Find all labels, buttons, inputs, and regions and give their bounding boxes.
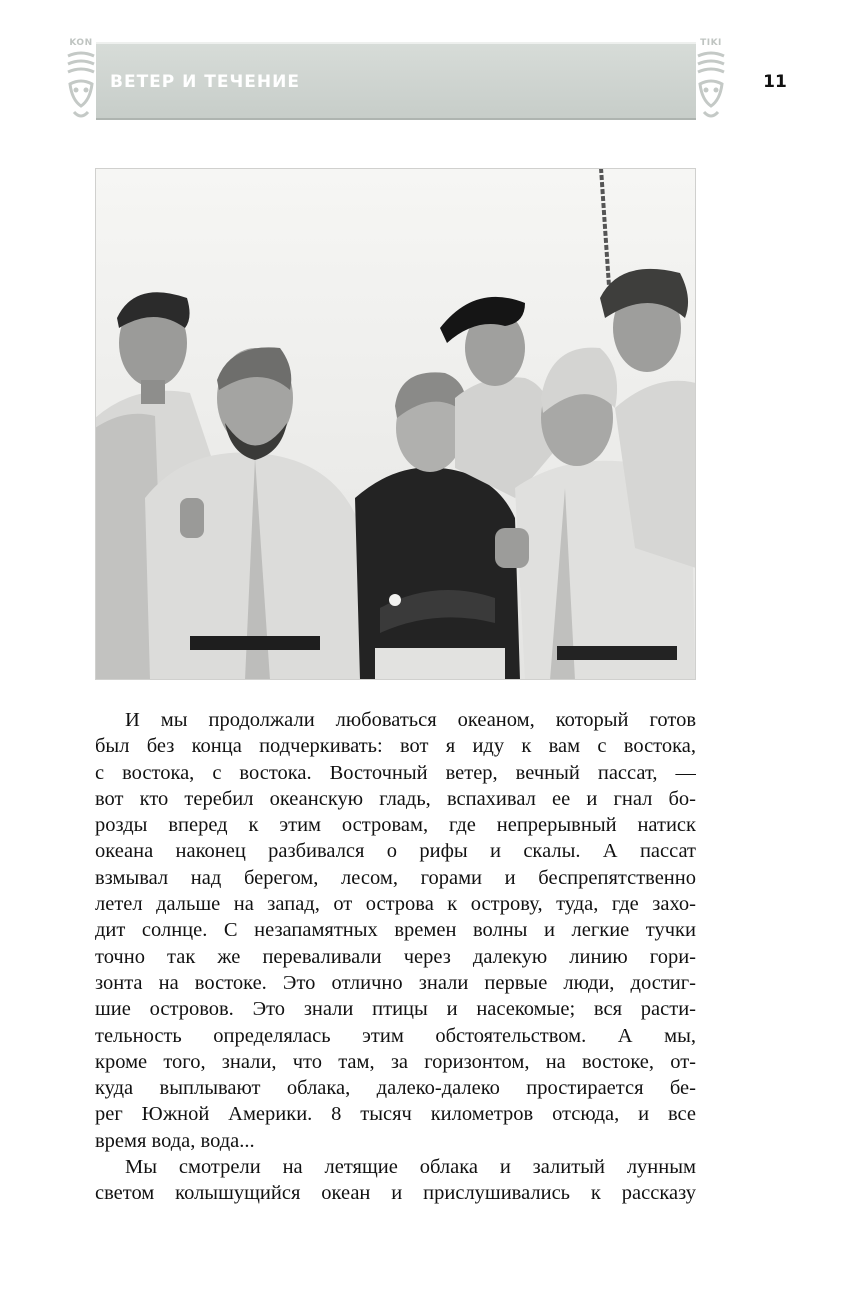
section-title: ВЕТЕР И ТЕЧЕНИЕ xyxy=(110,72,300,92)
text-line: время вода, вода... xyxy=(95,1129,255,1152)
text-line: летел дальше на запад, от острова к острову, туда, где захо- xyxy=(95,893,696,916)
chapter-header-band xyxy=(96,42,696,120)
body-text xyxy=(95,707,696,1207)
crew-photograph xyxy=(95,168,696,680)
text-line: розды вперед к этим островам, где непрерывный натиск xyxy=(95,814,696,837)
tiki-mask-icon xyxy=(64,50,98,126)
text-line: светом колышущийся океан и прислушивались к рассказу xyxy=(95,1182,696,1205)
kon-tiki-emblem-left xyxy=(64,38,98,126)
text-line: зонта на востоке. Это отлично знали первые люди, достиг- xyxy=(95,971,696,994)
text-line: был без конца подчеркивать: вот я иду к вам с востока, xyxy=(95,735,696,758)
text-line: И мы продолжали любоваться океаном, который готов xyxy=(125,709,696,731)
emblem-label-tiki: TIKI xyxy=(700,38,722,48)
text-line: дит солнце. С незапамятных времен волны и легкие тучки xyxy=(95,919,696,942)
tiki-mask-icon xyxy=(694,50,728,126)
page-number: 11 xyxy=(763,72,787,92)
text-line: куда выплывают облака, далеко-далеко простирается бе- xyxy=(95,1077,696,1100)
text-line: океана наконец разбивался о рифы и скалы. А пассат xyxy=(95,840,696,863)
text-line: Мы смотрели на летящие облака и залитый лунным xyxy=(125,1156,696,1179)
text-line: кроме того, знали, что там, за горизонтом, на востоке, от- xyxy=(95,1050,696,1073)
text-line: точно так же переваливали через далекую линию гори- xyxy=(95,945,696,968)
text-line: рег Южной Америки. 8 тысяч километров отсюда, и все xyxy=(95,1103,696,1126)
text-line: шие островов. Это знали птицы и насекомые; вся расти- xyxy=(95,998,696,1021)
text-line: с востока, с востока. Восточный ветер, вечный пассат, — xyxy=(95,761,696,784)
crew-photo-illustration xyxy=(95,168,696,680)
kon-tiki-emblem-right xyxy=(694,38,728,126)
text-line: взмывал над берегом, лесом, горами и беспрепятственно xyxy=(95,866,696,889)
emblem-label-kon: KON xyxy=(69,38,93,48)
text-line: тельность определялась этим обстоятельством. А мы, xyxy=(95,1024,696,1047)
text-line: вот кто теребил океанскую гладь, вспахивал ее и гнал бо- xyxy=(95,787,696,810)
